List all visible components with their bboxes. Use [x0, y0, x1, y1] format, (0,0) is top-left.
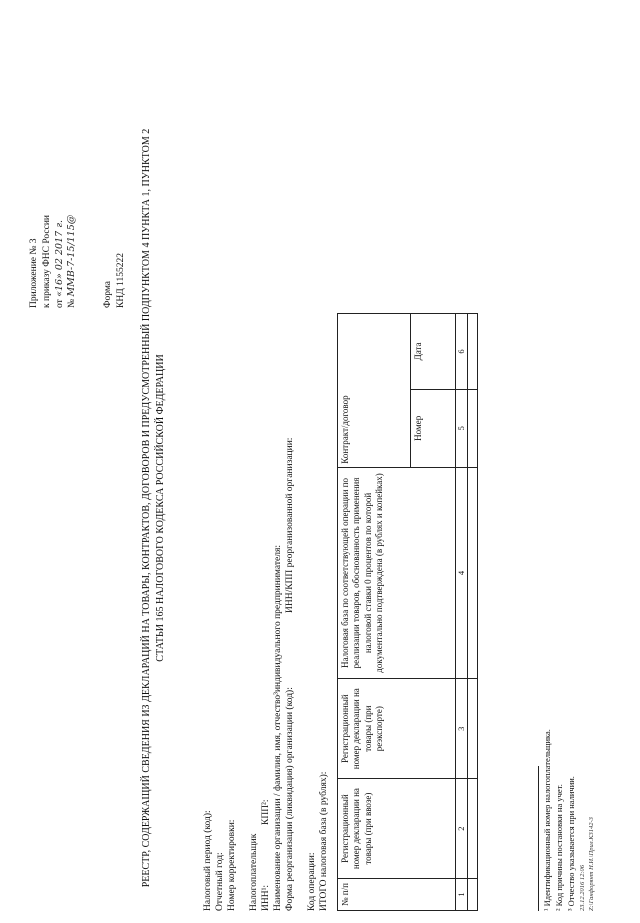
header-col-import-declaration: Регистрационный номер декларации на товары (при ввозе)	[338, 779, 456, 879]
footnote-separator	[538, 766, 539, 911]
footnote-1: ¹ Идентификационный номер налогоплательщика.	[542, 729, 552, 911]
table-column-numbers-row	[456, 314, 468, 911]
header-col-reexport-declaration: Регистрационный номер декларации на товары (при реэкспорте)	[338, 679, 456, 779]
meta-total: ИТОГО налоговая база (в рублях):	[319, 771, 329, 911]
meta-period: Налоговый период (код):	[203, 810, 213, 911]
header-col-tax-base: Налоговая база по соответствующей операции по реализации товаров, обоснованность применения налоговой ставки 0 процентов по которой документально подтверждена (в рублях и копейках)	[338, 467, 456, 679]
table-cell	[467, 679, 477, 779]
meta-inn: ИНН¹:	[261, 884, 271, 911]
table-cell	[467, 389, 477, 467]
column-number-6: 6	[456, 314, 468, 390]
appendix-line-2: к приказу ФНС России	[41, 215, 52, 308]
form-knd: КНД 1155222	[115, 253, 126, 308]
appendix-line-4	[66, 215, 79, 308]
meta-taxpayer: Налогоплательщик	[249, 833, 259, 911]
column-number-3: 3	[456, 679, 468, 779]
table-cell	[467, 779, 477, 879]
header-col-contract-number: Номер	[411, 389, 456, 467]
footnote-2: ² Код причины постановки на учет.	[554, 784, 564, 911]
appendix-number-prefix: №	[67, 298, 78, 308]
register-table	[337, 313, 478, 911]
table-cell	[467, 314, 477, 390]
header-col-number: № п/п	[338, 879, 456, 911]
column-number-2: 2	[456, 779, 468, 879]
form-block	[102, 253, 128, 308]
print-file-path: Z:\Ганфорянт Н.И.\Прил.К3142-3	[588, 817, 595, 911]
meta-org-name: Наименование организации / фамилия, имя, отчество³индивидуального предпринимателя:	[273, 545, 283, 911]
column-number-5: 5	[456, 389, 468, 467]
table-empty-row	[467, 314, 477, 911]
meta-year: Отчетный год:	[215, 852, 225, 911]
footnote-3: ³ Отчество указывается при наличии.	[566, 776, 576, 911]
appendix-line-1: Приложение № 3	[29, 238, 39, 308]
appendix-line-3	[54, 215, 67, 308]
appendix-date-handwritten: «16» 02 2017 г.	[53, 219, 65, 297]
appendix-date-prefix: от	[54, 299, 65, 308]
print-timestamp: 23.12.2016 12:06	[579, 864, 586, 911]
column-number-1: 1	[456, 879, 468, 911]
meta-reorg-form: Форма реорганизации (ликвидация) организации (код):	[285, 687, 295, 911]
table-cell	[467, 879, 477, 911]
meta-reorg-inn: ИНН/КПП реорганизованной организации:	[285, 437, 295, 613]
meta-kpp: КПП²:	[261, 799, 271, 825]
header-contract-group: Контракт/договор	[338, 314, 411, 468]
table-cell	[467, 467, 477, 679]
table-header-row-1	[338, 314, 411, 911]
appendix-number-handwritten: ММВ-7-15/115@	[66, 214, 78, 297]
column-number-4: 4	[456, 467, 468, 679]
header-col-contract-date: Дата	[411, 314, 456, 390]
document-title: РЕЕСТР, СОДЕРЖАЩИЙ СВЕДЕНИЯ ИЗ ДЕКЛАРАЦИЙ НА ТОВАРЫ, КОНТРАКТОВ, ДОГОВОРОВ И ПРЕДУСМОТРЕННЫЙ ПОДПУНКТОМ 4 ПУНКТА 1, ПУНКТОМ 2 СТАТЬИ 165 НАЛОГОВОГО КОДЕКСА РОССИЙСКОЙ ФЕДЕРАЦИИ	[141, 128, 166, 888]
form-label: Форма	[103, 280, 113, 308]
meta-op-code: Код операции:	[307, 852, 317, 911]
meta-correction: Номер корректировки:	[227, 819, 237, 911]
appendix-block	[28, 215, 79, 308]
